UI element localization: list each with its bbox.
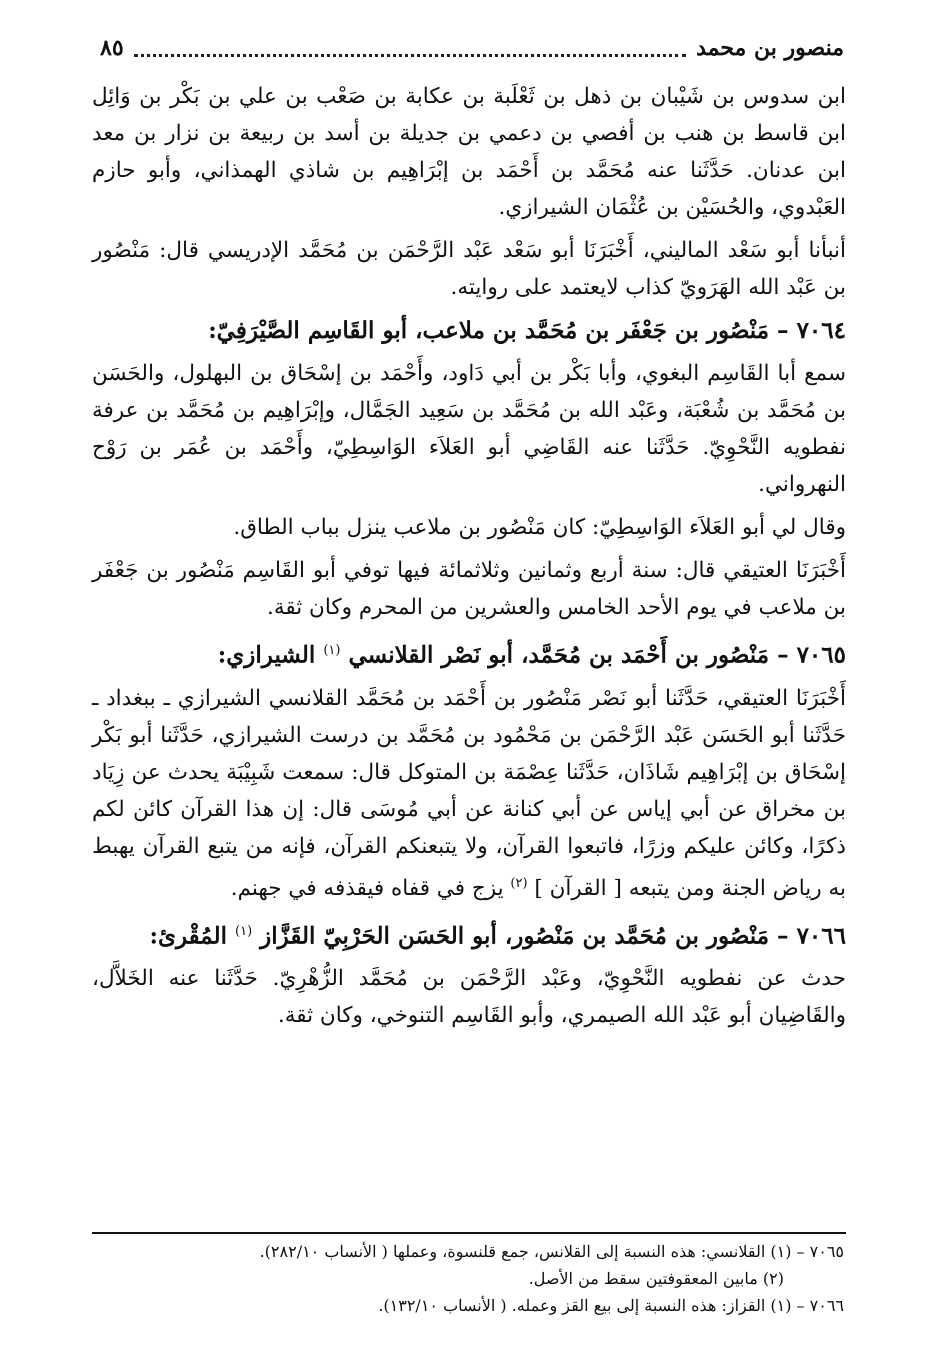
paragraph-lineage: ابن سدوس بن شَيْبان بن ذهل بن ثَعْلَبة بن عكابة بن صَعْب بن علي بن بَكْر بن وَائِل ابن قاسط بن هنب بن أفصي بن دعمي بن جديلة بن أسد بن ربيعة بن نزار بن معد ابن عدنان. حَدَّثَنا عنه مُحَمَّد بن أَحْمَد بن إبْرَاهِيم بن شاذي الهمذاني، وأبو حازم العَبْدوي، والحُسَيْن بن عُثْمَان الشيرازي. — [92, 84, 846, 220]
entry-7065-heading — [92, 632, 846, 674]
footnote-item: ٧٠٦٥ – (١) القلانسي: هذه النسبة إلى القلانس، جمع قلنسوة، وعملها ( الأنساب ٢٨٢/١٠). — [259, 1242, 844, 1261]
entry-7065-paragraph-text: يزج في قفاه فيقذفه في جهنم. — [230, 875, 504, 901]
footnote-marker: (١) — [235, 923, 253, 939]
footnotes — [140, 1238, 844, 1319]
entry-7066-heading-text: المُقْرئ: — [149, 922, 227, 950]
entry-7065-paragraph-text: أَخْبَرَنَا العتيقي، حَدَّثَنا أبو نَصْر مَنْصُور بن أَحْمَد بن مُحَمَّد القلانسي الشيرازي ـ ببغداد ـ حَدَّثَنا أبو الحَسَن عَبْد الرَّحْمَن بن مَحْمُود بن مُحَمَّد بن درست الشيرازي، حَدَّثَنا أبو بَكْر إسْحَاق بن إبْرَاهِيم شَاذَان، حَدَّثَنا عِصْمَة بن المتوكل قال: سمعت شَبِيْبَة يحدث عن زِيَاد بن مخراق عن أبي إياس عن أبي كنانة عن أبي مُوسَى قال: إن هذا القرآن كائن لكم ذكرًا، وكائن عليكم وزرًا، فاتبعوا القرآن، ولا يتبعنكم القرآن، فإنه من يتبع القرآن يهبط به رياض الجنة ومن يتبعه [ القرآن ] — [92, 685, 846, 901]
entry-7064-paragraph: وقال لي أبو العَلاَء الوَاسِطِيّ: كان مَنْصُور بن ملاعب ينزل بباب الطاق. — [233, 515, 846, 540]
entry-7066-heading — [92, 913, 846, 955]
entry-7066-paragraph: حدث عن نفطويه النَّحْوِيّ، وعَبْد الرَّحْمَن بن مُحَمَّد الزُّهْرِيّ. حَدَّثَنا عنه الخَلاَّل، والقَاضِيان أبو عَبْد الله الصيمري، وأبو القَاسِم التنوخي، وكان ثقة. — [92, 966, 846, 1029]
footnote-marker: (١) — [323, 643, 341, 658]
footnote-item: ٧٠٦٦ – (١) القزاز: هذه النسبة إلى بيع القز وعمله. ( الأنساب ١٣٢/١٠). — [378, 1296, 844, 1315]
page-body — [92, 78, 846, 1040]
entry-7066-heading-text: ٧٠٦٦ – مَنْصُور بن مُحَمَّد بن مَنْصُور، أبو الحَسَن الحَرْبِيّ القَزَّاز — [260, 922, 846, 950]
entry-7064-heading: ٧٠٦٤ – مَنْصُور بن جَعْفَر بن مُحَمَّد بن ملاعب، أبو القَاسِم الصَّيْرَفِيّ: — [208, 317, 846, 344]
header-dotted-leader — [134, 40, 686, 57]
footnote-item: (٢) مابين المعقوفتين سقط من الأصل. — [528, 1269, 784, 1288]
entry-7065-heading-text: ٧٠٦٥ – مَنْصُور بن أَحْمَد بن مُحَمَّد، أبو نَصْر القلانسي — [348, 641, 846, 669]
footnote-marker: (٢) — [510, 875, 528, 891]
entry-7064-paragraph: سمع أبا القَاسِم البغوي، وأبا بَكْر بن أبي دَاود، وأَحْمَد بن إسْحَاق بن البهلول، والحَسَن بن مُحَمَّد بن شُعْبَة، وعَبْد الله بن مُحَمَّد بن سَعِيد الجَمَّال، وإبْرَاهِيم بن مُحَمَّد بن عرفة نفطويه النَّحْوِيّ. حَدَّثَنا عنه القَاضِي أبو العَلاَء الوَاسِطِيّ، وأَحْمَد بن عُمَر بن رَوْح النهرواني. — [92, 361, 846, 497]
entry-7065-paragraph — [92, 680, 846, 907]
running-title: منصور بن محمد — [696, 35, 844, 61]
paragraph-idrisi-report: أنبأنا أبو سَعْد الماليني، أَخْبَرَنَا أبو سَعْد عَبْد الرَّحْمَن بن مُحَمَّد الإدريسي قال: مَنْصُور بن عَبْد الله الهَرَويّ كذاب لايعتمد على روايته. — [92, 238, 846, 300]
entry-7064-paragraph: أَخْبَرَنَا العتيقي قال: سنة أربع وثمانين وثلاثمائة فيها توفي أبو القَاسِم مَنْصُور بن جَعْفَر بن ملاعب في يوم الأحد الخامس والعشرين من المحرم وكان ثقة. — [92, 558, 846, 620]
page-number: ٨٥ — [100, 35, 124, 61]
page-header — [100, 30, 844, 66]
entry-7065-heading-text: الشيرازي: — [217, 641, 316, 669]
footnote-divider — [92, 1232, 846, 1234]
